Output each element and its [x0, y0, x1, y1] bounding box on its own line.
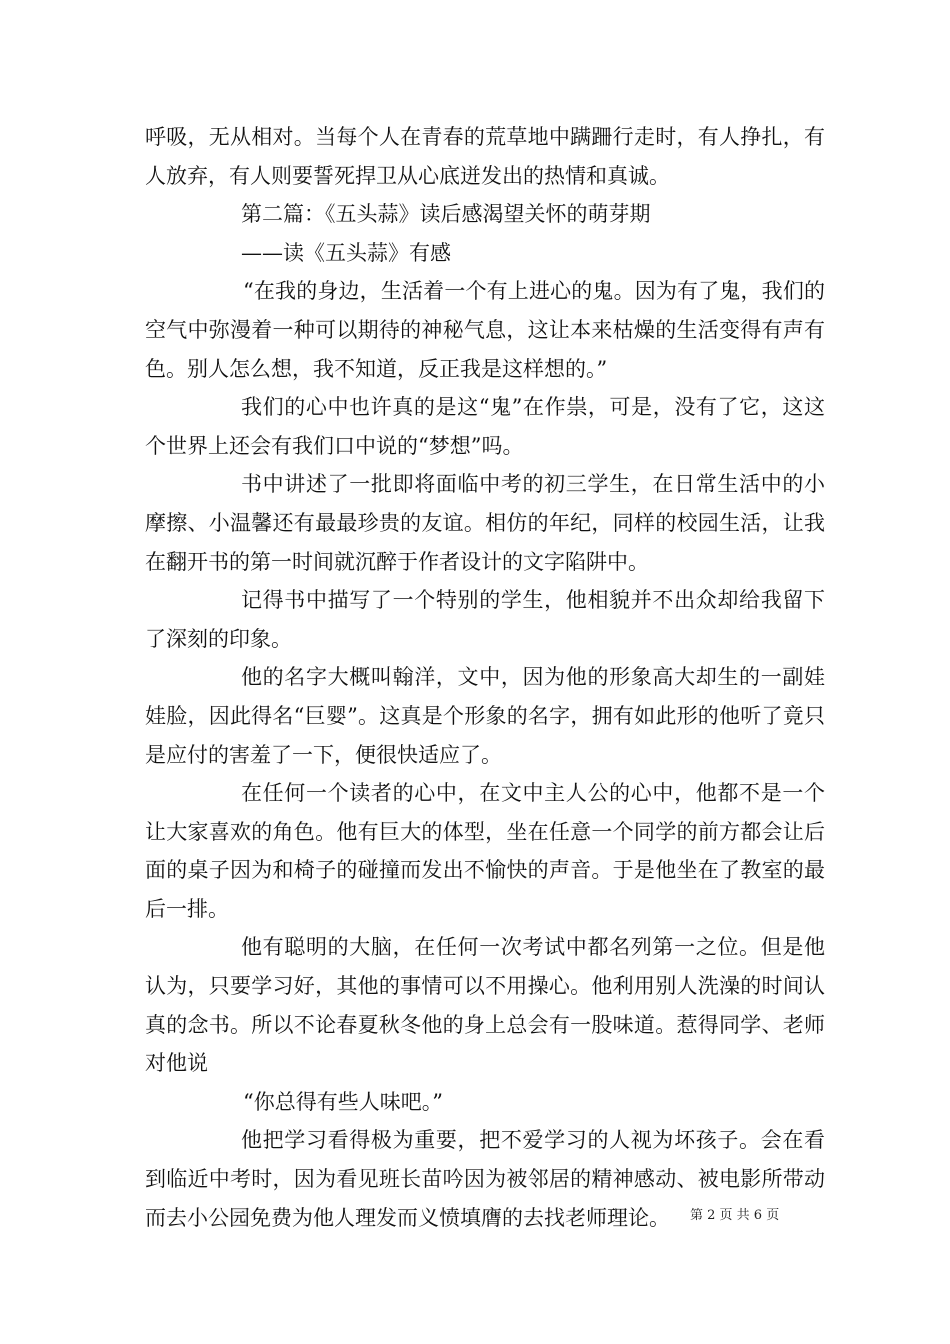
paragraph: 在任何一个读者的心中，在文中主人公的心中，他都不是一个让大家喜欢的角色。他有巨大的体型，坐在任意一个同学的前方都会让后面的桌子因为和椅子的碰撞而发出不愉快的声音。于是他坐在了教室的最后一排。 — [145, 781, 825, 921]
paragraph-quote: “你总得有些人味吧。” — [243, 1089, 443, 1114]
paragraph: 书中讲述了一批即将面临中考的初三学生，在日常生活中的小摩擦、小温馨还有最最珍贵的友谊。相仿的年纪，同样的校园生活，让我在翻开书的第一时间就沉醉于作者设计的文字陷阱中。 — [145, 472, 825, 574]
paragraph: 我们的心中也许真的是这“鬼”在作祟，可是，没有了它，这这个世界上还会有我们口中说的“梦想”吗。 — [145, 395, 825, 458]
paragraph-quote: “在我的身边，生活着一个有上进心的鬼。因为有了鬼，我们的空气中弥漫着一种可以期待的神秘气息，这让本来枯燥的生活变得有声有色。别人怎么想，我不知道，反正我是这样想的。” — [145, 279, 825, 381]
paragraph: 记得书中描写了一个特别的学生，他相貌并不出众却给我留下了深刻的印象。 — [145, 588, 825, 651]
paragraph: 他有聪明的大脑，在任何一次考试中都名列第一之位。但是他认为，只要学习好，其他的事情可以不用操心。他利用别人洗澡的时间认真的念书。所以不论春夏秋冬他的身上总会有一股味道。惹得同学、老师对他说 — [145, 935, 825, 1076]
paragraph: 他的名字大概叫翰洋，文中，因为他的形象高大却生的一副娃娃脸，因此得名“巨婴”。这真是个形象的名字，拥有如此形的他听了竟只是应付的害羞了一下，便很快适应了。 — [145, 665, 825, 767]
section-title: 第二篇：《五头蒜》读后感渴望关怀的萌芽期 — [241, 202, 651, 227]
document-body — [145, 118, 825, 1237]
page-number-footer: 第 2 页 共 6 页 — [690, 1208, 780, 1223]
paragraph-opening: 呼吸，无从相对。当每个人在青春的荒草地中蹒跚行走时，有人挣扎，有人放弃，有人则要誓死捍卫从心底迸发出的热情和真诚。 — [145, 125, 825, 188]
paragraph: 他把学习看得极为重要，把不爱学习的人视为坏孩子。会在看到临近中考时，因为看见班长苗吟因为被邻居的精神感动、被电影所带动而去小公园免费为他人理发而义愤填膺的去找老师理论。 — [145, 1128, 825, 1230]
section-subtitle: ——读《五头蒜》有感 — [241, 240, 451, 265]
